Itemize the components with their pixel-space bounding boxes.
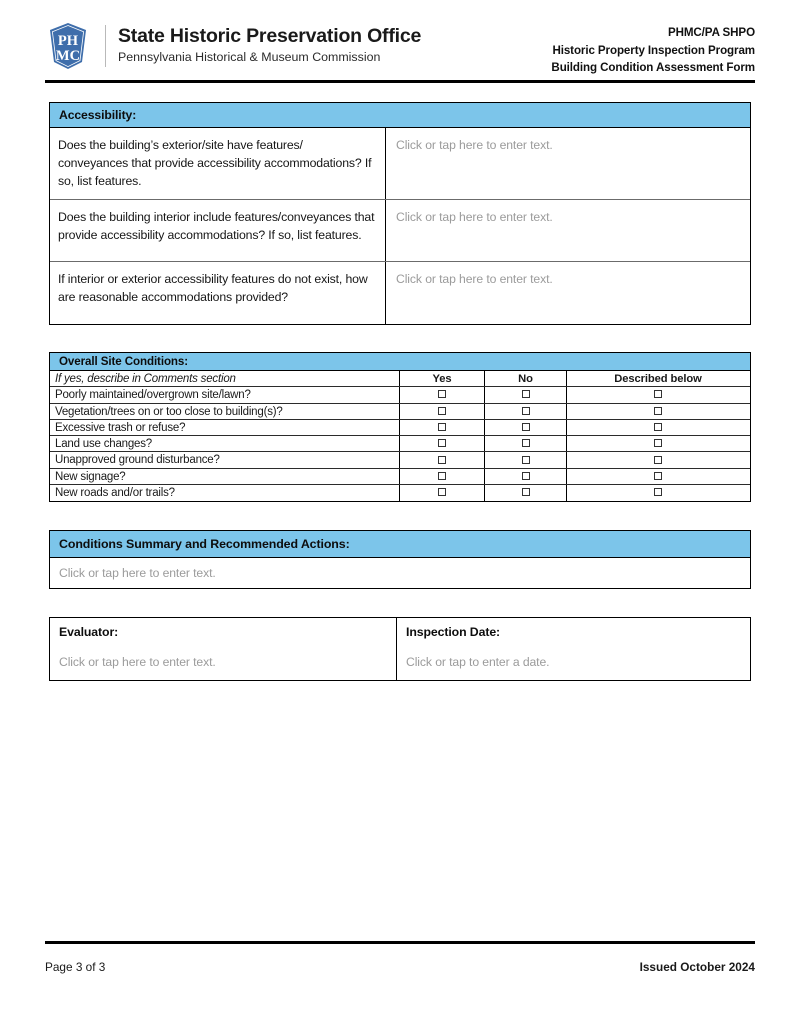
table-row (50, 387, 750, 403)
doc-line-program: Historic Property Inspection Program (552, 43, 755, 57)
checkbox-icon[interactable] (438, 439, 446, 447)
checkbox-icon[interactable] (654, 407, 662, 415)
inspection-date-column (397, 618, 750, 680)
table-row (50, 485, 750, 501)
footer-rule (45, 941, 755, 944)
brand-divider (105, 25, 106, 67)
checkbox-icon[interactable] (654, 439, 662, 447)
site-condition-label: New signage? (50, 469, 400, 484)
checkbox-icon[interactable] (654, 390, 662, 398)
summary-input[interactable] (50, 558, 750, 588)
checkbox-cell-described-below[interactable] (567, 452, 749, 467)
checkbox-icon[interactable] (654, 423, 662, 431)
checkbox-icon[interactable] (522, 390, 530, 398)
table-row (50, 262, 750, 324)
phmc-keystone-logo-icon (45, 22, 91, 70)
checkbox-icon[interactable] (438, 472, 446, 480)
checkbox-cell-yes[interactable] (400, 436, 485, 451)
site-condition-label: Excessive trash or refuse? (50, 420, 400, 435)
table-row (50, 420, 750, 436)
site-conditions-subhead: If yes, describe in Comments section (50, 371, 400, 386)
checkbox-cell-yes[interactable] (400, 485, 485, 501)
checkbox-cell-yes[interactable] (400, 452, 485, 467)
checkbox-cell-described-below[interactable] (567, 469, 749, 484)
brand-subtitle: Pennsylvania Historical & Museum Commission (118, 50, 381, 65)
checkbox-icon[interactable] (438, 456, 446, 464)
table-row (50, 452, 750, 468)
checkbox-cell-described-below[interactable] (567, 387, 749, 402)
inspection-date-input[interactable] (406, 653, 741, 671)
table-row (50, 469, 750, 485)
checkbox-icon[interactable] (438, 390, 446, 398)
accessibility-answer-exterior[interactable] (386, 128, 750, 199)
evaluator-table (49, 617, 751, 681)
evaluator-label: Evaluator: (59, 625, 119, 639)
accessibility-answer-reasonable-accommodations[interactable] (386, 262, 750, 324)
placeholder-text: Click or tap here to enter text. (396, 209, 553, 224)
column-header-no: No (485, 371, 567, 386)
checkbox-icon[interactable] (522, 439, 530, 447)
placeholder-text: Click or tap here to enter text. (59, 566, 216, 580)
checkbox-cell-yes[interactable] (400, 469, 485, 484)
doc-line-agency: PHMC/PA SHPO (667, 26, 755, 39)
checkbox-icon[interactable] (438, 423, 446, 431)
checkbox-cell-no[interactable] (485, 469, 567, 484)
placeholder-text: Click or tap here to enter text. (59, 655, 216, 669)
summary-band-label: Conditions Summary and Recommended Actions: (50, 531, 750, 558)
svg-text:MC: MC (55, 48, 81, 64)
checkbox-cell-no[interactable] (485, 436, 567, 451)
checkbox-icon[interactable] (438, 407, 446, 415)
checkbox-cell-yes[interactable] (400, 387, 485, 402)
accessibility-question-exterior: Does the building’s exterior/site have features/ conveyances that provide accessibility accommodations? If so, list features. (50, 128, 386, 199)
accessibility-answer-interior[interactable] (386, 200, 750, 261)
document-footer (45, 960, 755, 974)
doc-line-form: Building Condition Assessment Form (551, 61, 755, 75)
checkbox-cell-described-below[interactable] (567, 404, 749, 419)
placeholder-text: Click or tap to enter a date. (406, 655, 550, 669)
table-row (50, 200, 750, 262)
accessibility-table (49, 102, 751, 325)
table-row (50, 404, 750, 420)
checkbox-cell-no[interactable] (485, 452, 567, 467)
column-header-described-below: Described below (614, 373, 702, 385)
checkbox-cell-no[interactable] (485, 420, 567, 435)
table-row (50, 436, 750, 452)
header-rule (45, 80, 755, 83)
document-identification (551, 22, 755, 77)
checkbox-icon[interactable] (522, 472, 530, 480)
checkbox-cell-described-below[interactable] (567, 485, 749, 501)
document-header (45, 22, 755, 74)
site-condition-label: Vegetation/trees on or too close to building(s)? (50, 404, 400, 419)
checkbox-icon[interactable] (438, 488, 446, 496)
site-conditions-table (49, 352, 751, 502)
accessibility-question-reasonable-accommodations: If interior or exterior accessibility features do not exist, how are reasonable accommodations provided? (50, 262, 386, 324)
column-header-yes: Yes (400, 371, 485, 386)
brand-text (118, 26, 421, 65)
checkbox-cell-described-below[interactable] (567, 420, 749, 435)
checkbox-cell-no[interactable] (485, 485, 567, 501)
checkbox-icon[interactable] (522, 407, 530, 415)
issue-date: Issued October 2024 (639, 960, 755, 974)
placeholder-text: Click or tap here to enter text. (396, 138, 553, 152)
site-condition-label: Land use changes? (50, 436, 400, 451)
accessibility-band-label: Accessibility: (50, 103, 750, 128)
checkbox-icon[interactable] (654, 488, 662, 496)
checkbox-icon[interactable] (522, 488, 530, 496)
accessibility-question-interior: Does the building interior include features/conveyances that provide accessibility accommodations? If so, list features. (50, 200, 386, 261)
checkbox-icon[interactable] (654, 472, 662, 480)
site-condition-label: New roads and/or trails? (50, 485, 400, 501)
site-conditions-header-row (50, 371, 750, 387)
checkbox-cell-yes[interactable] (400, 420, 485, 435)
brand-lockup (45, 22, 421, 70)
checkbox-cell-no[interactable] (485, 387, 567, 402)
checkbox-icon[interactable] (522, 423, 530, 431)
checkbox-cell-no[interactable] (485, 404, 567, 419)
evaluator-input[interactable] (59, 653, 387, 671)
table-row (50, 128, 750, 200)
checkbox-cell-yes[interactable] (400, 404, 485, 419)
site-conditions-band-label: Overall Site Conditions: (50, 353, 750, 371)
svg-text:PH: PH (57, 33, 79, 49)
inspection-date-label: Inspection Date: (406, 625, 501, 639)
conditions-summary-table (49, 530, 751, 589)
checkbox-icon[interactable] (522, 456, 530, 464)
site-condition-label: Unapproved ground disturbance? (50, 452, 400, 467)
brand-title: State Historic Preservation Office (118, 25, 422, 48)
site-condition-label: Poorly maintained/overgrown site/lawn? (50, 387, 400, 402)
evaluator-column (50, 618, 397, 680)
checkbox-cell-described-below[interactable] (567, 436, 749, 451)
checkbox-icon[interactable] (654, 456, 662, 464)
placeholder-text: Click or tap here to enter text. (396, 271, 553, 286)
page-number: Page 3 of 3 (45, 960, 106, 974)
